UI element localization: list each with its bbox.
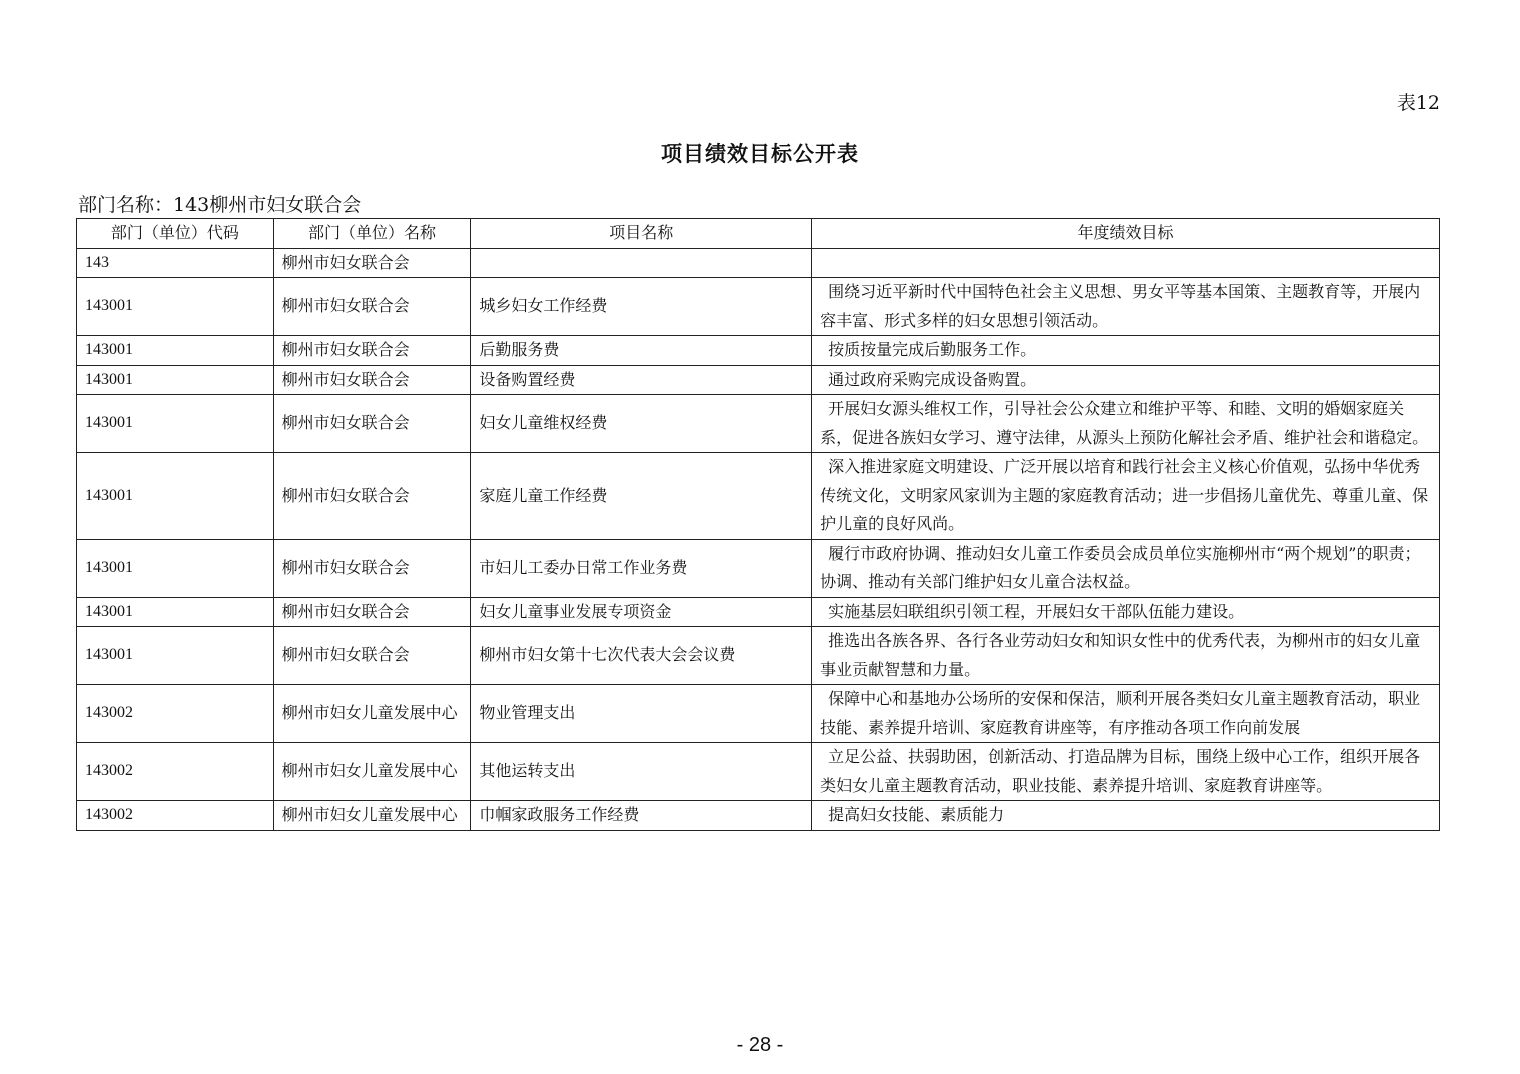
table-row (77, 248, 1440, 278)
cell-goal (812, 248, 1440, 278)
table-row (77, 801, 1440, 831)
cell-unit: 柳州市妇女联合会 (273, 365, 471, 395)
page-title: 项目绩效目标公开表 (661, 142, 859, 166)
cell-unit: 柳州市妇女联合会 (273, 597, 471, 627)
table-row (77, 395, 1440, 453)
cell-project: 城乡妇女工作经费 (471, 278, 812, 336)
cell-unit: 柳州市妇女联合会 (273, 627, 471, 685)
cell-code: 143002 (77, 685, 274, 743)
performance-goals-table (76, 218, 1440, 831)
cell-project: 物业管理支出 (471, 685, 812, 743)
table-row (77, 743, 1440, 801)
cell-unit: 柳州市妇女联合会 (273, 336, 471, 366)
cell-goal: 提高妇女技能、素质能力 (812, 801, 1440, 831)
cell-goal: 实施基层妇联组织引领工程，开展妇女干部队伍能力建设。 (812, 597, 1440, 627)
cell-code: 143001 (77, 336, 274, 366)
cell-code: 143001 (77, 365, 274, 395)
cell-code: 143001 (77, 395, 274, 453)
header-project-name: 项目名称 (471, 219, 812, 249)
cell-goal: 围绕习近平新时代中国特色社会主义思想、男女平等基本国策、主题教育等，开展内容丰富、形式多样的妇女思想引领活动。 (812, 278, 1440, 336)
table-row (77, 627, 1440, 685)
cell-code: 143001 (77, 627, 274, 685)
department-label: 部门名称：143柳州市妇女联合会 (78, 194, 362, 216)
cell-goal: 保障中心和基地办公场所的安保和保洁，顺利开展各类妇女儿童主题教育活动，职业技能、素养提升培训、家庭教育讲座等，有序推动各项工作向前发展 (812, 685, 1440, 743)
cell-code: 143001 (77, 597, 274, 627)
header-unit-name: 部门（单位）名称 (273, 219, 471, 249)
cell-goal: 按质按量完成后勤服务工作。 (812, 336, 1440, 366)
cell-project: 妇女儿童维权经费 (471, 395, 812, 453)
cell-unit: 柳州市妇女儿童发展中心 (273, 685, 471, 743)
cell-unit: 柳州市妇女联合会 (273, 539, 471, 597)
cell-code: 143 (77, 248, 274, 278)
cell-code: 143002 (77, 743, 274, 801)
cell-goal: 推选出各族各界、各行各业劳动妇女和知识女性中的优秀代表，为柳州市的妇女儿童事业贡献智慧和力量。 (812, 627, 1440, 685)
cell-goal: 深入推进家庭文明建设、广泛开展以培育和践行社会主义核心价值观，弘扬中华优秀传统文化，文明家风家训为主题的家庭教育活动；进一步倡扬儿童优先、尊重儿童、保护儿童的良好风尚。 (812, 453, 1440, 540)
cell-project: 设备购置经费 (471, 365, 812, 395)
cell-project (471, 248, 812, 278)
table-row (77, 278, 1440, 336)
cell-unit: 柳州市妇女儿童发展中心 (273, 743, 471, 801)
table-row (77, 453, 1440, 540)
cell-goal: 开展妇女源头维权工作，引导社会公众建立和维护平等、和睦、文明的婚姻家庭关系，促进各族妇女学习、遵守法律，从源头上预防化解社会矛盾、维护社会和谐稳定。 (812, 395, 1440, 453)
table-header-row (77, 219, 1440, 249)
cell-code: 143001 (77, 539, 274, 597)
cell-code: 143001 (77, 453, 274, 540)
header-annual-goal: 年度绩效目标 (812, 219, 1440, 249)
cell-unit: 柳州市妇女联合会 (273, 395, 471, 453)
cell-unit: 柳州市妇女儿童发展中心 (273, 801, 471, 831)
header-unit-code: 部门（单位）代码 (77, 219, 274, 249)
cell-project: 其他运转支出 (471, 743, 812, 801)
cell-project: 巾帼家政服务工作经费 (471, 801, 812, 831)
cell-project: 后勤服务费 (471, 336, 812, 366)
cell-goal: 通过政府采购完成设备购置。 (812, 365, 1440, 395)
cell-goal: 立足公益、扶弱助困，创新活动、打造品牌为目标，围绕上级中心工作，组织开展各类妇女儿童主题教育活动，职业技能、素养提升培训、家庭教育讲座等。 (812, 743, 1440, 801)
table-row (77, 685, 1440, 743)
cell-goal: 履行市政府协调、推动妇女儿童工作委员会成员单位实施柳州市“两个规划”的职责；协调、推动有关部门维护妇女儿童合法权益。 (812, 539, 1440, 597)
table-number: 表12 (1396, 92, 1440, 114)
page-number: - 28 - (736, 1034, 784, 1056)
cell-project: 家庭儿童工作经费 (471, 453, 812, 540)
cell-code: 143001 (77, 278, 274, 336)
table-row (77, 539, 1440, 597)
cell-project: 市妇儿工委办日常工作业务费 (471, 539, 812, 597)
cell-project: 柳州市妇女第十七次代表大会会议费 (471, 627, 812, 685)
cell-project: 妇女儿童事业发展专项资金 (471, 597, 812, 627)
cell-unit: 柳州市妇女联合会 (273, 278, 471, 336)
table-row (77, 597, 1440, 627)
cell-unit: 柳州市妇女联合会 (273, 453, 471, 540)
cell-unit: 柳州市妇女联合会 (273, 248, 471, 278)
table-row (77, 365, 1440, 395)
table-row (77, 336, 1440, 366)
cell-code: 143002 (77, 801, 274, 831)
